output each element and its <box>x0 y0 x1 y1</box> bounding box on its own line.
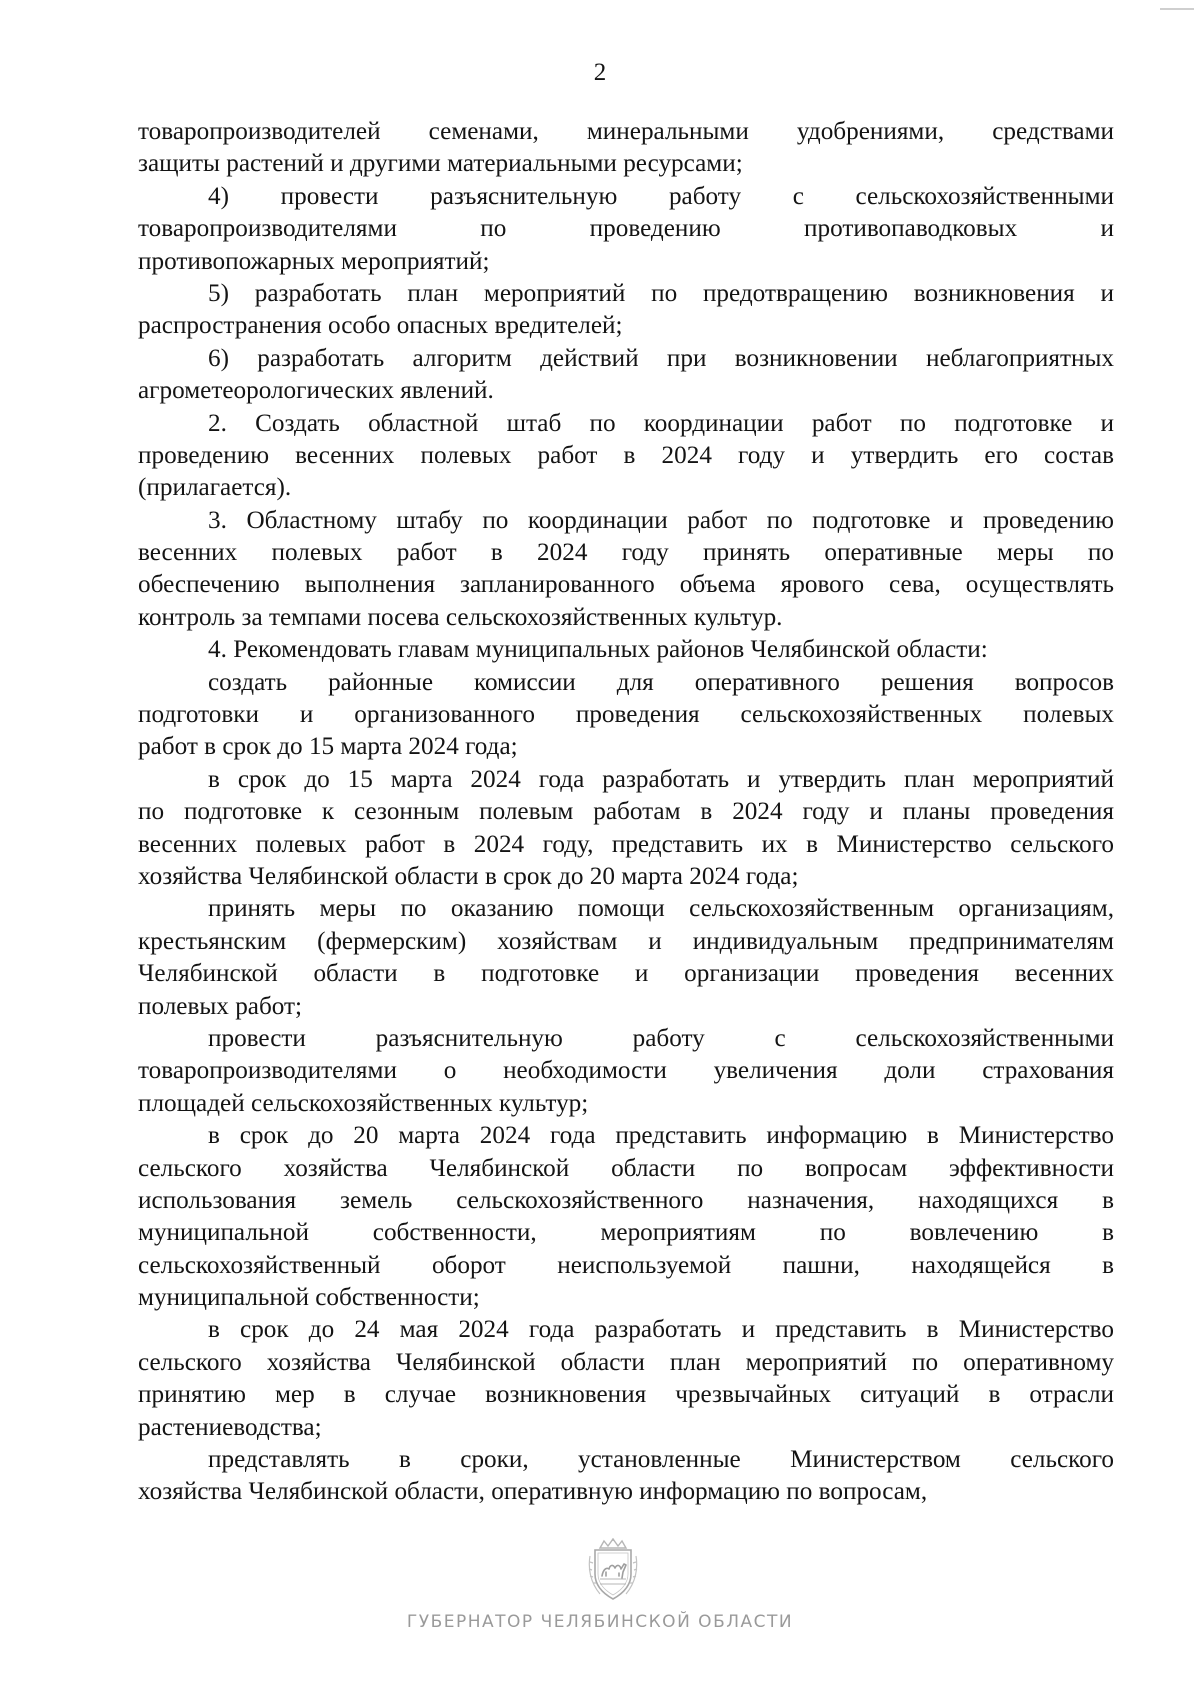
text-line: контроль за темпами посева сельскохозяйственных культур. <box>138 603 783 631</box>
text-line: сельскохозяйственный оборот неиспользуемой пашни, находящейся в <box>138 1251 1114 1279</box>
text-line: товаропроизводителями по проведению противопаводковых и <box>138 215 1114 243</box>
text-line: распространения особо опасных вредителей; <box>138 312 623 340</box>
paragraph <box>138 634 1114 666</box>
text-line: муниципальной собственности, мероприятиям по вовлечению в <box>138 1219 1114 1247</box>
text-line: обеспечению выполнения запланированного объема ярового сева, осуществлять <box>138 571 1114 599</box>
paragraph <box>138 1444 1114 1509</box>
paragraph <box>138 181 1114 278</box>
text-line: хозяйства Челябинской области в срок до 20 марта 2024 года; <box>138 862 799 890</box>
page-number: 2 <box>593 59 607 86</box>
text-line: муниципальной собственности; <box>138 1284 480 1312</box>
text-line: использования земель сельскохозяйственного назначения, находящихся в <box>138 1186 1114 1214</box>
paragraph <box>138 1120 1114 1314</box>
text-line: сельского хозяйства Челябинской области по вопросам эффективности <box>138 1154 1114 1182</box>
text-line: проведению весенних полевых работ в 2024 году и утвердить его состав <box>138 441 1114 469</box>
text-line: площадей сельскохозяйственных культур; <box>138 1089 589 1117</box>
paragraph <box>138 343 1114 408</box>
text-line: подготовки и организованного проведения сельскохозяйственных полевых <box>138 701 1114 729</box>
scan-artifact <box>1160 8 1194 10</box>
document-body <box>138 116 1114 1509</box>
paragraph <box>138 667 1114 764</box>
text-line: 3. Областному штабу по координации работ по подготовке и проведению <box>208 506 1114 534</box>
text-line: создать районные комиссии для оперативного решения вопросов <box>208 668 1114 696</box>
paragraph <box>138 893 1114 1023</box>
text-line: товаропроизводителей семенами, минеральными удобрениями, средствами <box>138 118 1114 145</box>
text-line: (прилагается). <box>138 474 292 502</box>
text-line: 4. Рекомендовать главам муниципальных районов Челябинской области: <box>208 636 988 664</box>
text-line: товаропроизводителями о необходимости увеличения доли страхования <box>138 1057 1114 1085</box>
text-line: принятию мер в случае возникновения чрезвычайных ситуаций в отрасли <box>138 1381 1114 1409</box>
chelyabinsk-coat-of-arms-icon <box>586 1538 640 1602</box>
text-line: представлять в сроки, установленные Министерством сельского <box>208 1446 1114 1474</box>
text-line: 4) провести разъяснительную работу с сельскохозяйственными <box>208 182 1114 210</box>
text-line: агрометеорологических явлений. <box>138 377 494 405</box>
footer-organization: ГУБЕРНАТОР ЧЕЛЯБИНСКОЙ ОБЛАСТИ <box>406 1612 794 1632</box>
text-line: 6) разработать алгоритм действий при возникновении неблагоприятных <box>208 344 1114 372</box>
paragraph <box>138 1314 1114 1444</box>
paragraph <box>138 116 1114 181</box>
text-line: в срок до 24 мая 2024 года разработать и представить в Министерство <box>208 1316 1114 1344</box>
text-line: в срок до 15 марта 2024 года разработать и утвердить план мероприятий <box>208 765 1114 793</box>
text-line: Челябинской области в подготовке и организации проведения весенних <box>138 960 1114 988</box>
text-line: 2. Создать областной штаб по координации работ по подготовке и <box>208 409 1114 437</box>
text-line: противопожарных мероприятий; <box>138 247 490 275</box>
text-line: сельского хозяйства Челябинской области план мероприятий по оперативному <box>138 1348 1114 1376</box>
text-line: 5) разработать план мероприятий по предотвращению возникновения и <box>208 279 1114 307</box>
text-line: защиты растений и другими материальными ресурсами; <box>138 150 743 178</box>
text-line: полевых работ; <box>138 992 303 1020</box>
text-line: по подготовке к сезонным полевым работам в 2024 году и планы проведения <box>138 798 1114 826</box>
paragraph <box>138 408 1114 505</box>
text-line: хозяйства Челябинской области, оперативную информацию по вопросам, <box>138 1478 928 1506</box>
paragraph <box>138 764 1114 894</box>
text-line: растениеводства; <box>138 1413 322 1441</box>
paragraph <box>138 505 1114 635</box>
text-line: весенних полевых работ в 2024 году, представить их в Министерство сельского <box>138 830 1114 858</box>
paragraph <box>138 1023 1114 1120</box>
text-line: крестьянским (фермерским) хозяйствам и индивидуальным предпринимателям <box>138 927 1114 955</box>
text-line: в срок до 20 марта 2024 года представить информацию в Министерство <box>208 1122 1114 1150</box>
text-line: работ в срок до 15 марта 2024 года; <box>138 733 518 761</box>
text-line: принять меры по оказанию помощи сельскохозяйственным организациям, <box>208 895 1114 923</box>
text-line: провести разъяснительную работу с сельскохозяйственными <box>208 1024 1114 1052</box>
paragraph <box>138 278 1114 343</box>
text-line: весенних полевых работ в 2024 году принять оперативные меры по <box>138 539 1114 567</box>
